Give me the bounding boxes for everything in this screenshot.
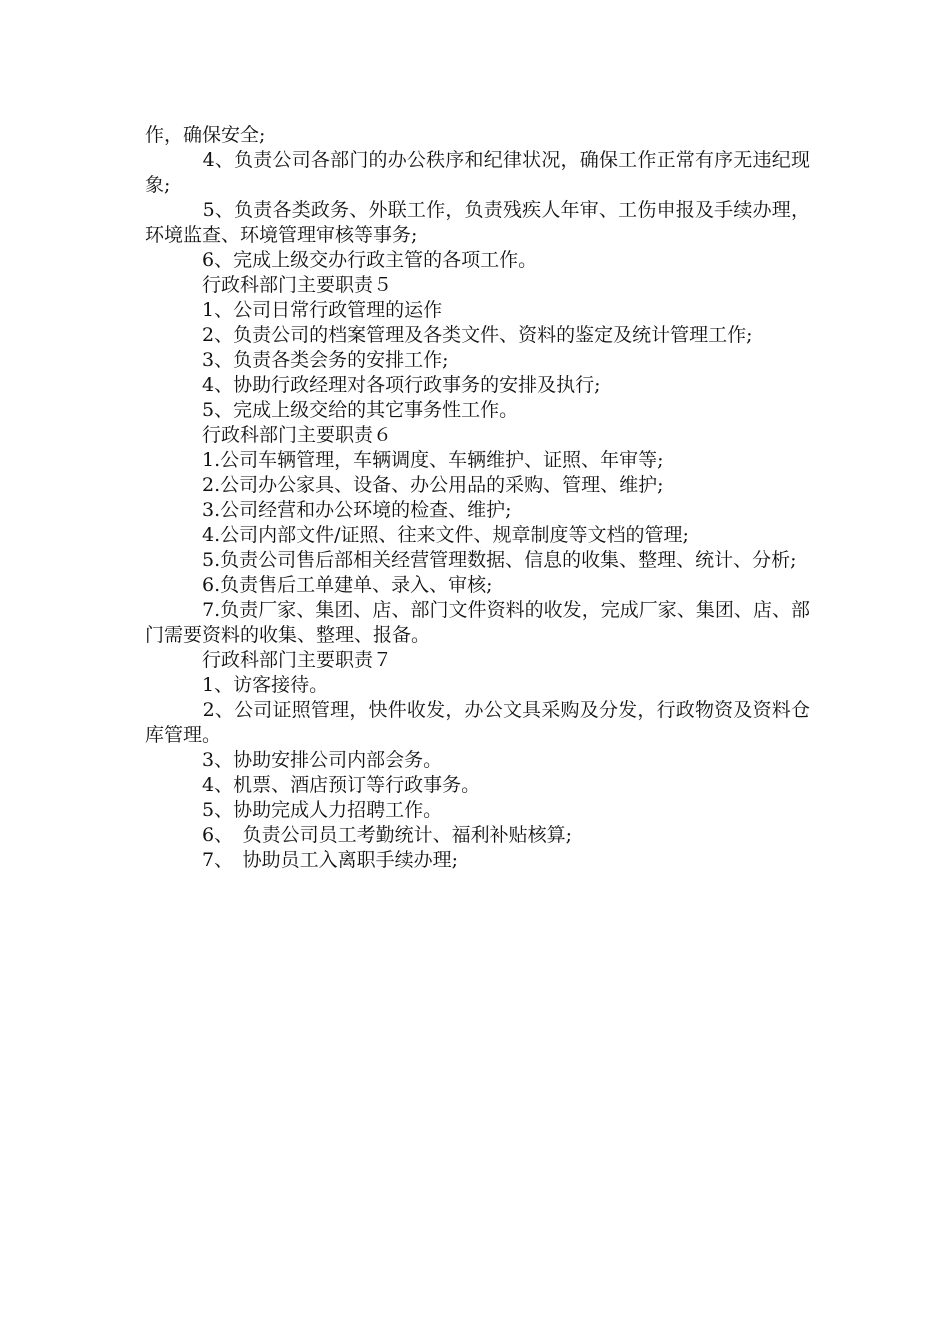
section5-item-1: 1、公司日常行政管理的运作 [145,299,443,321]
section5-item-5: 5、完成上级交给的其它事务性工作。 [145,399,519,421]
section-heading-7: 行政科部门主要职责７ [145,649,393,671]
section6-item-5: 5.负责公司售后部相关经营管理数据、信息的收集、整理、统计、分析; [145,549,797,571]
section6-item-2: 2.公司办公家具、设备、办公用品的采购、管理、维护; [145,474,664,496]
section6-item-7: 7.负责厂家、集团、店、部门文件资料的收发，完成厂家、集团、店、部门需要资料的收集、整理、报备。 [145,599,810,646]
section6-item-4: 4.公司内部文件/证照、往来文件、规章制度等文档的管理; [145,524,689,546]
section6-item-3: 3.公司经营和办公环境的检查、维护; [145,499,512,521]
section6-item-1: 1.公司车辆管理，车辆调度、车辆维护、证照、年审等; [145,449,664,471]
section7-item-3: 3、协助安排公司内部会务。 [145,749,443,771]
section6-item-6: 6.负责售后工单建单、录入、审核; [145,574,493,596]
paragraph-item-6: 6、完成上级交办行政主管的各项工作。 [145,249,538,271]
section7-item-6: 6、 负责公司员工考勤统计、福利补贴核算; [145,824,572,846]
section-heading-6: 行政科部门主要职责６ [145,424,393,446]
section7-item-1: 1、访客接待。 [145,674,329,696]
section7-item-7: 7、 协助员工入离职手续办理; [145,849,458,871]
section5-item-2: 2、负责公司的档案管理及各类文件、资料的鉴定及统计管理工作; [145,324,753,346]
document-body [145,123,810,873]
section5-item-4: 4、协助行政经理对各项行政事务的安排及执行; [145,374,601,396]
section7-item-5: 5、协助完成人力招聘工作。 [145,799,443,821]
paragraph-item-4: 4、负责公司各部门的办公秩序和纪律状况，确保工作正常有序无违纪现象; [145,149,810,196]
paragraph-item-5: 5、负责各类政务、外联工作，负责残疾人年审、工伤申报及手续办理，环境监查、环境管理审核等事务; [145,199,810,246]
section7-item-2: 2、公司证照管理，快件收发，办公文具采购及分发，行政物资及资料仓库管理。 [145,699,810,746]
section7-item-4: 4、机票、酒店预订等行政事务。 [145,774,481,796]
paragraph-line: 作，确保安全; [145,124,266,146]
section5-item-3: 3、负责各类会务的安排工作; [145,349,449,371]
section-heading-5: 行政科部门主要职责５ [145,274,393,296]
